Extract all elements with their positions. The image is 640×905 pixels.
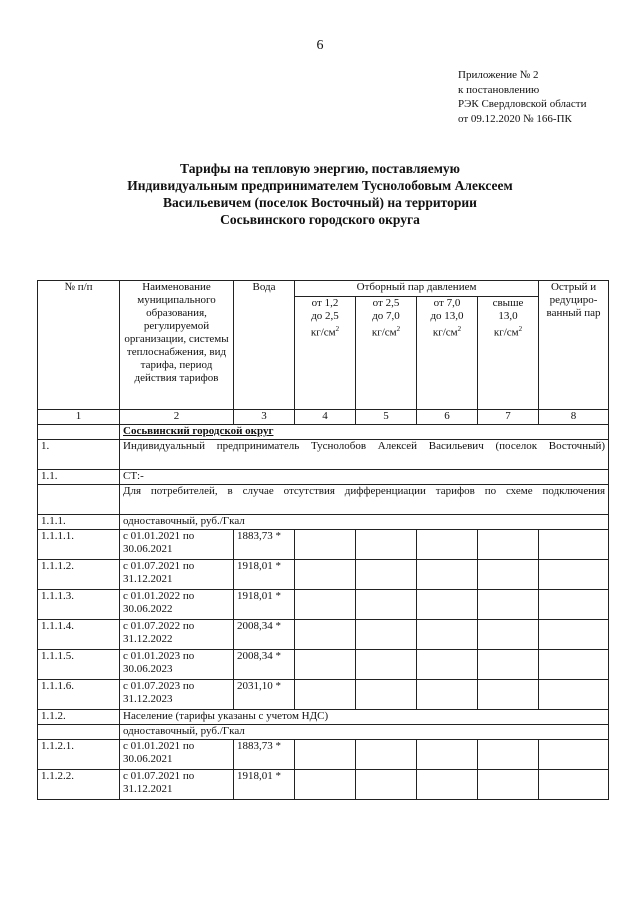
empty-cell — [478, 740, 539, 770]
empty-cell — [478, 650, 539, 680]
header-acute-steam: Острый и редуциро-ванный пар — [539, 281, 609, 410]
header-steam-2 — [356, 297, 417, 410]
appendix-line: от 09.12.2020 № 166-ПК — [458, 112, 572, 125]
empty-cell — [295, 770, 356, 800]
period-start: с 01.01.2022 по — [123, 590, 195, 602]
row-num: 1.1. — [38, 470, 120, 485]
empty-cell — [38, 725, 120, 740]
column-number: 7 — [478, 410, 539, 425]
water-value: 1918,01 * — [234, 560, 295, 590]
period-end: 31.12.2023 — [123, 693, 173, 705]
period-end: 30.06.2022 — [123, 603, 173, 615]
header-steam-1-to: до 2,5 — [311, 310, 339, 322]
table-row — [38, 620, 609, 650]
header-steam-4-to: 13,0 — [498, 310, 518, 322]
empty-cell — [417, 650, 478, 680]
empty-cell — [356, 560, 417, 590]
row-num: 1.1.1.2. — [38, 560, 120, 590]
empty-cell — [417, 560, 478, 590]
empty-cell — [478, 770, 539, 800]
header-steam-4 — [478, 297, 539, 410]
empty-cell — [539, 740, 609, 770]
water-value: 2008,34 * — [234, 650, 295, 680]
period-start: с 01.07.2021 по — [123, 560, 195, 572]
row-num: 1.1.1.5. — [38, 650, 120, 680]
row-num: 1.1.2.1. — [38, 740, 120, 770]
header-steam-2-from: от 2,5 — [372, 297, 400, 309]
rate-type-row — [38, 515, 609, 530]
empty-cell — [295, 530, 356, 560]
header-unit: кг/см — [310, 326, 336, 339]
empty-cell — [295, 560, 356, 590]
row-period — [120, 560, 234, 590]
consumers-note: Для потребителей, в случае отсутствия дифференциации тарифов по схеме подключения — [120, 485, 609, 515]
header-steam-2-to: до 7,0 — [372, 310, 400, 322]
header-unit-exp: 2 — [457, 325, 462, 333]
empty-cell — [539, 770, 609, 800]
row-period — [120, 530, 234, 560]
rate-type-row — [38, 725, 609, 740]
empty-cell — [295, 740, 356, 770]
header-steam-3-from: от 7,0 — [433, 297, 461, 309]
table-row — [38, 530, 609, 560]
column-number: 5 — [356, 410, 417, 425]
period-end: 31.12.2021 — [123, 783, 173, 795]
header-unit-exp: 2 — [396, 325, 401, 333]
empty-cell — [356, 680, 417, 710]
header-steam-group: Отборный пар давлением — [295, 281, 539, 297]
header-steam-1 — [295, 297, 356, 410]
water-value: 2008,34 * — [234, 620, 295, 650]
period-start: с 01.07.2023 по — [123, 680, 195, 692]
header-steam-3-to: до 13,0 — [430, 310, 464, 322]
empty-cell — [478, 680, 539, 710]
column-number: 3 — [234, 410, 295, 425]
empty-cell — [417, 770, 478, 800]
column-number: 2 — [120, 410, 234, 425]
empty-cell — [478, 590, 539, 620]
header-num: № п/п — [38, 281, 120, 410]
rate-type-label: одноставочный, руб./Гкал — [120, 515, 609, 530]
row-period — [120, 650, 234, 680]
org-row — [38, 440, 609, 470]
row-num: 1.1.2.2. — [38, 770, 120, 800]
period-start: с 01.07.2022 по — [123, 620, 195, 632]
header-steam-1-from: от 1,2 — [311, 297, 339, 309]
row-period — [120, 770, 234, 800]
table-row — [38, 590, 609, 620]
row-period — [120, 620, 234, 650]
empty-cell — [417, 740, 478, 770]
empty-cell — [478, 530, 539, 560]
header-water: Вода — [234, 281, 295, 410]
row-period — [120, 680, 234, 710]
water-value: 2031,10 * — [234, 680, 295, 710]
header-unit-exp: 2 — [518, 325, 523, 333]
empty-cell — [295, 680, 356, 710]
empty-cell — [539, 590, 609, 620]
column-number-row — [38, 410, 609, 425]
row-num: 1.1.1.1. — [38, 530, 120, 560]
system-row — [38, 470, 609, 485]
empty-cell — [38, 485, 120, 515]
empty-cell — [356, 590, 417, 620]
header-unit: кг/см — [493, 326, 519, 339]
column-number: 4 — [295, 410, 356, 425]
row-num: 1.1.1.6. — [38, 680, 120, 710]
period-start: с 01.01.2021 по — [123, 530, 195, 542]
empty-cell — [539, 650, 609, 680]
empty-cell — [356, 770, 417, 800]
title-line: Васильевичем (поселок Восточный) на территории — [163, 195, 477, 210]
table-row — [38, 680, 609, 710]
section-label — [120, 425, 609, 440]
empty-cell — [478, 620, 539, 650]
header-unit-exp: 2 — [335, 325, 340, 333]
appendix-block — [458, 68, 628, 126]
empty-cell — [478, 560, 539, 590]
empty-cell — [417, 590, 478, 620]
empty-cell — [356, 740, 417, 770]
header-unit: кг/см — [432, 326, 458, 339]
water-value: 1883,73 * — [234, 740, 295, 770]
empty-cell — [38, 425, 120, 440]
section-row — [38, 425, 609, 440]
table-row — [38, 770, 609, 800]
appendix-line: к постановлению — [458, 83, 540, 96]
header-name: Наименование муниципального образования, регулируемой организации, системы теплоснабжения, вид тарифа, период действия тарифов — [120, 281, 234, 410]
empty-cell — [295, 650, 356, 680]
period-end: 31.12.2021 — [123, 573, 173, 585]
empty-cell — [539, 560, 609, 590]
title-line: Сосьвинского городского округа — [220, 212, 420, 227]
consumers-row — [38, 485, 609, 515]
column-number: 8 — [539, 410, 609, 425]
empty-cell — [539, 620, 609, 650]
page-number: 6 — [316, 38, 324, 53]
period-start: с 01.07.2021 по — [123, 770, 195, 782]
empty-cell — [539, 680, 609, 710]
row-num: 1.1.1. — [38, 515, 120, 530]
table-row — [38, 650, 609, 680]
population-label: Население (тарифы указаны с учетом НДС) — [120, 710, 609, 725]
empty-cell — [295, 620, 356, 650]
table-row — [38, 740, 609, 770]
water-value: 1883,73 * — [234, 530, 295, 560]
row-period — [120, 740, 234, 770]
column-number: 1 — [38, 410, 120, 425]
rate-type-label: одноставочный, руб./Гкал — [120, 725, 609, 740]
table-row — [38, 560, 609, 590]
section-title: Сосьвинский городской округ — [123, 425, 274, 437]
population-row — [38, 710, 609, 725]
org-name: Индивидуальный предприниматель Туснолобов Алексей Васильевич (поселок Восточный) — [120, 440, 609, 470]
row-num: 1.1.2. — [38, 710, 120, 725]
empty-cell — [417, 680, 478, 710]
header-unit: кг/см — [371, 326, 397, 339]
row-period — [120, 590, 234, 620]
empty-cell — [356, 620, 417, 650]
empty-cell — [356, 530, 417, 560]
header-steam-3 — [417, 297, 478, 410]
appendix-line: РЭК Свердловской области — [458, 98, 587, 110]
water-value: 1918,01 * — [234, 770, 295, 800]
period-start: с 01.01.2023 по — [123, 650, 195, 662]
row-num: 1.1.1.4. — [38, 620, 120, 650]
header-steam-4-from: свыше — [492, 297, 524, 309]
empty-cell — [295, 590, 356, 620]
row-num: 1.1.1.3. — [38, 590, 120, 620]
column-number: 6 — [417, 410, 478, 425]
row-num: 1. — [38, 440, 120, 470]
empty-cell — [417, 530, 478, 560]
document-title — [95, 160, 545, 228]
empty-cell — [356, 650, 417, 680]
water-value: 1918,01 * — [234, 590, 295, 620]
system-name: СТ:- — [120, 470, 609, 485]
empty-cell — [539, 530, 609, 560]
appendix-line: Приложение № 2 — [458, 69, 539, 81]
title-line: Индивидуальным предпринимателем Туснолобовым Алексеем — [127, 178, 513, 193]
period-end: 30.06.2023 — [123, 663, 173, 675]
period-end: 30.06.2021 — [123, 543, 173, 555]
period-end: 31.12.2022 — [123, 633, 173, 645]
title-line: Тарифы на тепловую энергию, поставляемую — [180, 161, 460, 176]
period-start: с 01.01.2021 по — [123, 740, 195, 752]
empty-cell — [417, 620, 478, 650]
period-end: 30.06.2021 — [123, 753, 173, 765]
tariff-table — [37, 280, 609, 800]
